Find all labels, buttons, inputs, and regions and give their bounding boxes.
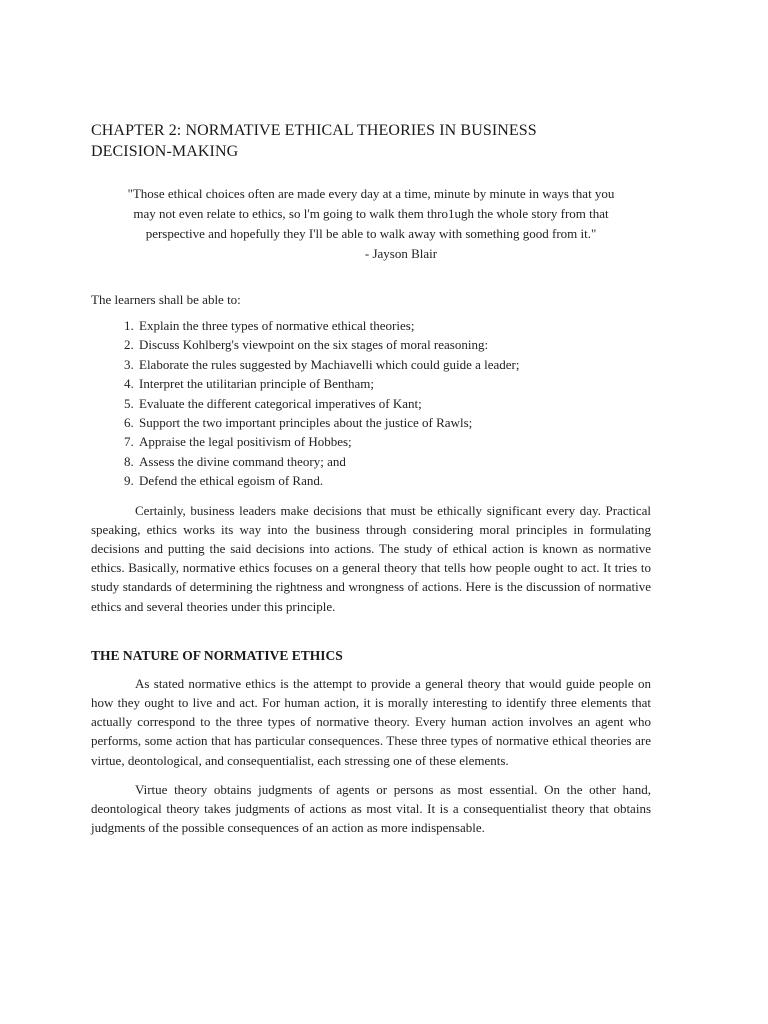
quote-author: - Jayson Blair	[364, 246, 438, 261]
objective-item: 4. Interpret the utilitarian principle of Bentham;	[137, 374, 651, 393]
chapter-title	[91, 120, 651, 162]
document-page	[91, 120, 651, 848]
objectives-intro: The learners shall be able to:	[91, 292, 241, 307]
objective-item: 7. Appraise the legal positivism of Hobbes;	[137, 432, 651, 451]
nature-paragraph-2: Virtue theory obtains judgments of agents or persons as most essential. On the other hand, deontological theory takes judgments of actions as most vital. It is a consequentialist theory that obtains judgments of the possible consequences of an action as more indispensable.	[91, 781, 651, 836]
objective-item: 8. Assess the divine command theory; and	[137, 452, 651, 471]
chapter-title-line-1: CHAPTER 2: NORMATIVE ETHICAL THEORIES IN BUSINESS	[91, 122, 537, 139]
quote-line: perspective and hopefully they I'll be able to walk away with something good from it."	[145, 226, 597, 241]
quote-line: "Those ethical choices often are made every day at a time, minute by minute in ways that you	[127, 186, 615, 201]
objective-item: 2. Discuss Kohlberg's viewpoint on the six stages of moral reasoning:	[137, 335, 651, 354]
objective-item: 5. Evaluate the different categorical imperatives of Kant;	[137, 394, 651, 413]
objective-item: 3. Elaborate the rules suggested by Machiavelli which could guide a leader;	[137, 355, 651, 374]
chapter-title-line-2: DECISION-MAKING	[91, 143, 239, 160]
objective-item: 1. Explain the three types of normative ethical theories;	[137, 316, 651, 335]
objective-item: 6. Support the two important principles about the justice of Rawls;	[137, 413, 651, 432]
section-heading: THE NATURE OF NORMATIVE ETHICS	[91, 647, 343, 663]
objective-item: 9. Defend the ethical egoism of Rand.	[137, 471, 651, 490]
quote-line: may not even relate to ethics, so l'm going to walk them thro1ugh the whole story from that	[133, 206, 609, 221]
intro-paragraph: Certainly, business leaders make decisions that must be ethically significant every day. Practical speaking, ethics works its way into the business through considering moral principles in formulating decisions and putting the said decisions into actions. The study of ethical action is known as normative ethics. Basically, normative ethics focuses on a general theory that tells how people ought to act. It tries to study standards of determining the rightness and wrongness of actions. Here is the discussion of normative ethics and several theories under this principle.	[91, 502, 651, 614]
objectives-list	[91, 316, 651, 491]
epigraph-quote	[91, 184, 651, 264]
nature-paragraph-1: As stated normative ethics is the attempt to provide a general theory that would guide people on how they ought to live and act. For human action, it is morally interesting to identify three elements that actually correspond to the three types of normative theory. Every human action involves an agent who performs, some action that has particular consequences. These three types of normative ethical theories are virtue, deontological, and consequentialist, each stressing one of these elements.	[91, 675, 651, 768]
